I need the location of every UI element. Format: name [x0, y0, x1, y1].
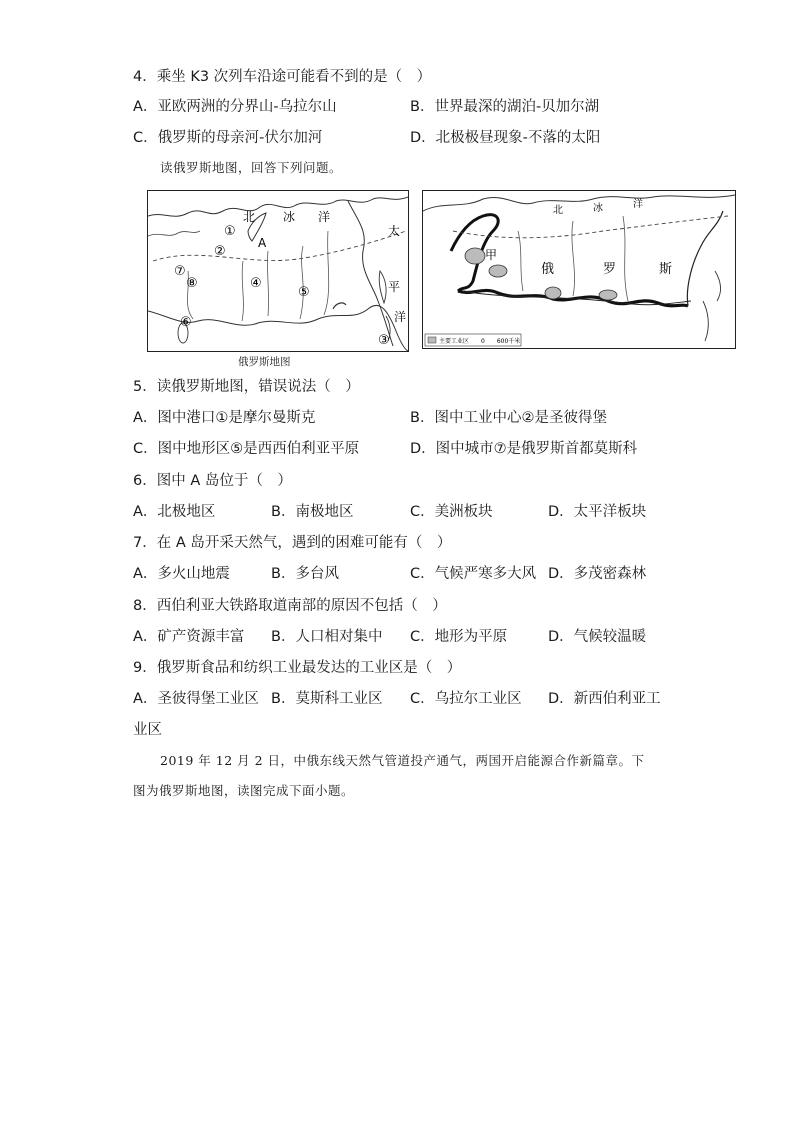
- map-right-label-luo: 罗: [603, 262, 617, 277]
- map-left-label-a: A: [258, 236, 267, 250]
- russia-map-right: [422, 190, 736, 349]
- map-right-label-e: 俄: [541, 262, 555, 277]
- map-left-label-5: ⑤: [298, 285, 310, 300]
- map-left-label-7: ⑦: [174, 264, 186, 279]
- map-left-label-ocean: 洋: [318, 210, 331, 224]
- intro-text-1: 读俄罗斯地图，回答下列问题。: [160, 160, 343, 175]
- q4-option-d: D．北极极昼现象-不落的太阳: [410, 130, 601, 146]
- q7-option-c: C．气候严寒多大风: [410, 566, 537, 582]
- q5-option-a: A．图中港口①是摩尔曼斯克: [133, 410, 316, 426]
- map-right-label-jia: 甲: [485, 248, 498, 262]
- map-left-label-tai: 太: [388, 224, 401, 238]
- map-left-label-2: ②: [214, 244, 226, 259]
- q4-stem: 4．乘坐 K3 次列车沿途可能看不到的是（ ）: [133, 69, 432, 85]
- map-left-label-yang: 洋: [394, 310, 407, 324]
- intro-text-2-line2: 图为俄罗斯地图，读图完成下面小题。: [133, 783, 355, 798]
- q7-option-d: D．多茂密森林: [548, 566, 647, 582]
- q9-option-d: D．新西伯利亚工: [548, 691, 661, 707]
- map-right-label-ice: 冰: [593, 203, 603, 214]
- q6-option-a: A．北极地区: [133, 504, 216, 520]
- russia-map-left: [147, 190, 409, 352]
- q4-option-a: A．亚欧两洲的分界山-乌拉尔山: [133, 99, 337, 115]
- q5-stem: 5．读俄罗斯地图，错误说法（ ）: [133, 379, 360, 395]
- map-right-label-si: 斯: [659, 262, 673, 277]
- map-left-label-ice: 冰: [283, 210, 296, 224]
- q6-option-c: C．美洲板块: [410, 504, 493, 520]
- map-right-label-north: 北: [553, 205, 563, 216]
- q8-option-b: B．人口相对集中: [271, 629, 383, 645]
- q5-option-b: B．图中工业中心②是圣彼得堡: [410, 410, 607, 426]
- map-right-label-ocean: 洋: [633, 199, 643, 210]
- map-left-label-1: ①: [224, 224, 236, 239]
- map-right-legend: 主要工业区: [439, 338, 470, 345]
- q6-option-b: B．南极地区: [271, 504, 354, 520]
- q4-option-b: B．世界最深的湖泊-贝加尔湖: [410, 99, 600, 115]
- q5-option-d: D．图中城市⑦是俄罗斯首都莫斯科: [410, 441, 638, 457]
- q9-stem: 9．俄罗斯食品和纺织工业最发达的工业区是（ ）: [133, 660, 462, 676]
- map-right-scale: 0 600千米: [481, 338, 521, 345]
- map-left-caption: 俄罗斯地图: [238, 356, 291, 368]
- q8-option-d: D．气候较温暖: [548, 629, 647, 645]
- map-left-label-ping: 平: [388, 280, 401, 294]
- q9-option-d-continued: 业区: [133, 722, 162, 738]
- q7-option-a: A．多火山地震: [133, 566, 230, 582]
- map-left-label-8: ⑧: [186, 276, 198, 291]
- russia-map-right-svg: [423, 191, 735, 348]
- q5-option-c: C．图中地形区⑤是西西伯利亚平原: [133, 441, 360, 457]
- map-left-label-4: ④: [250, 276, 262, 291]
- q9-option-b: B．莫斯科工业区: [271, 691, 383, 707]
- q9-option-c: C．乌拉尔工业区: [410, 691, 522, 707]
- q8-option-a: A．矿产资源丰富: [133, 629, 245, 645]
- q6-stem: 6．图中 A 岛位于（ ）: [133, 473, 292, 489]
- q8-stem: 8．西伯利亚大铁路取道南部的原因不包括（ ）: [133, 598, 447, 614]
- q7-stem: 7．在 A 岛开采天然气，遇到的困难可能有（ ）: [133, 535, 452, 551]
- q6-option-d: D．太平洋板块: [548, 504, 647, 520]
- map-left-label-north: 北: [243, 210, 256, 224]
- q4-option-c: C．俄罗斯的母亲河-伏尔加河: [133, 130, 323, 146]
- q7-option-b: B．多台风: [271, 566, 339, 582]
- map-left-label-6: ⑥: [180, 315, 192, 330]
- q9-option-a: A．圣彼得堡工业区: [133, 691, 259, 707]
- russia-map-left-svg: [148, 191, 408, 351]
- map-left-label-3: ③: [378, 333, 390, 348]
- q8-option-c: C．地形为平原: [410, 629, 508, 645]
- intro-text-2-line1: 2019 年 12 月 2 日，中俄东线天然气管道投产通气，两国开启能源合作新篇章。下: [160, 753, 645, 768]
